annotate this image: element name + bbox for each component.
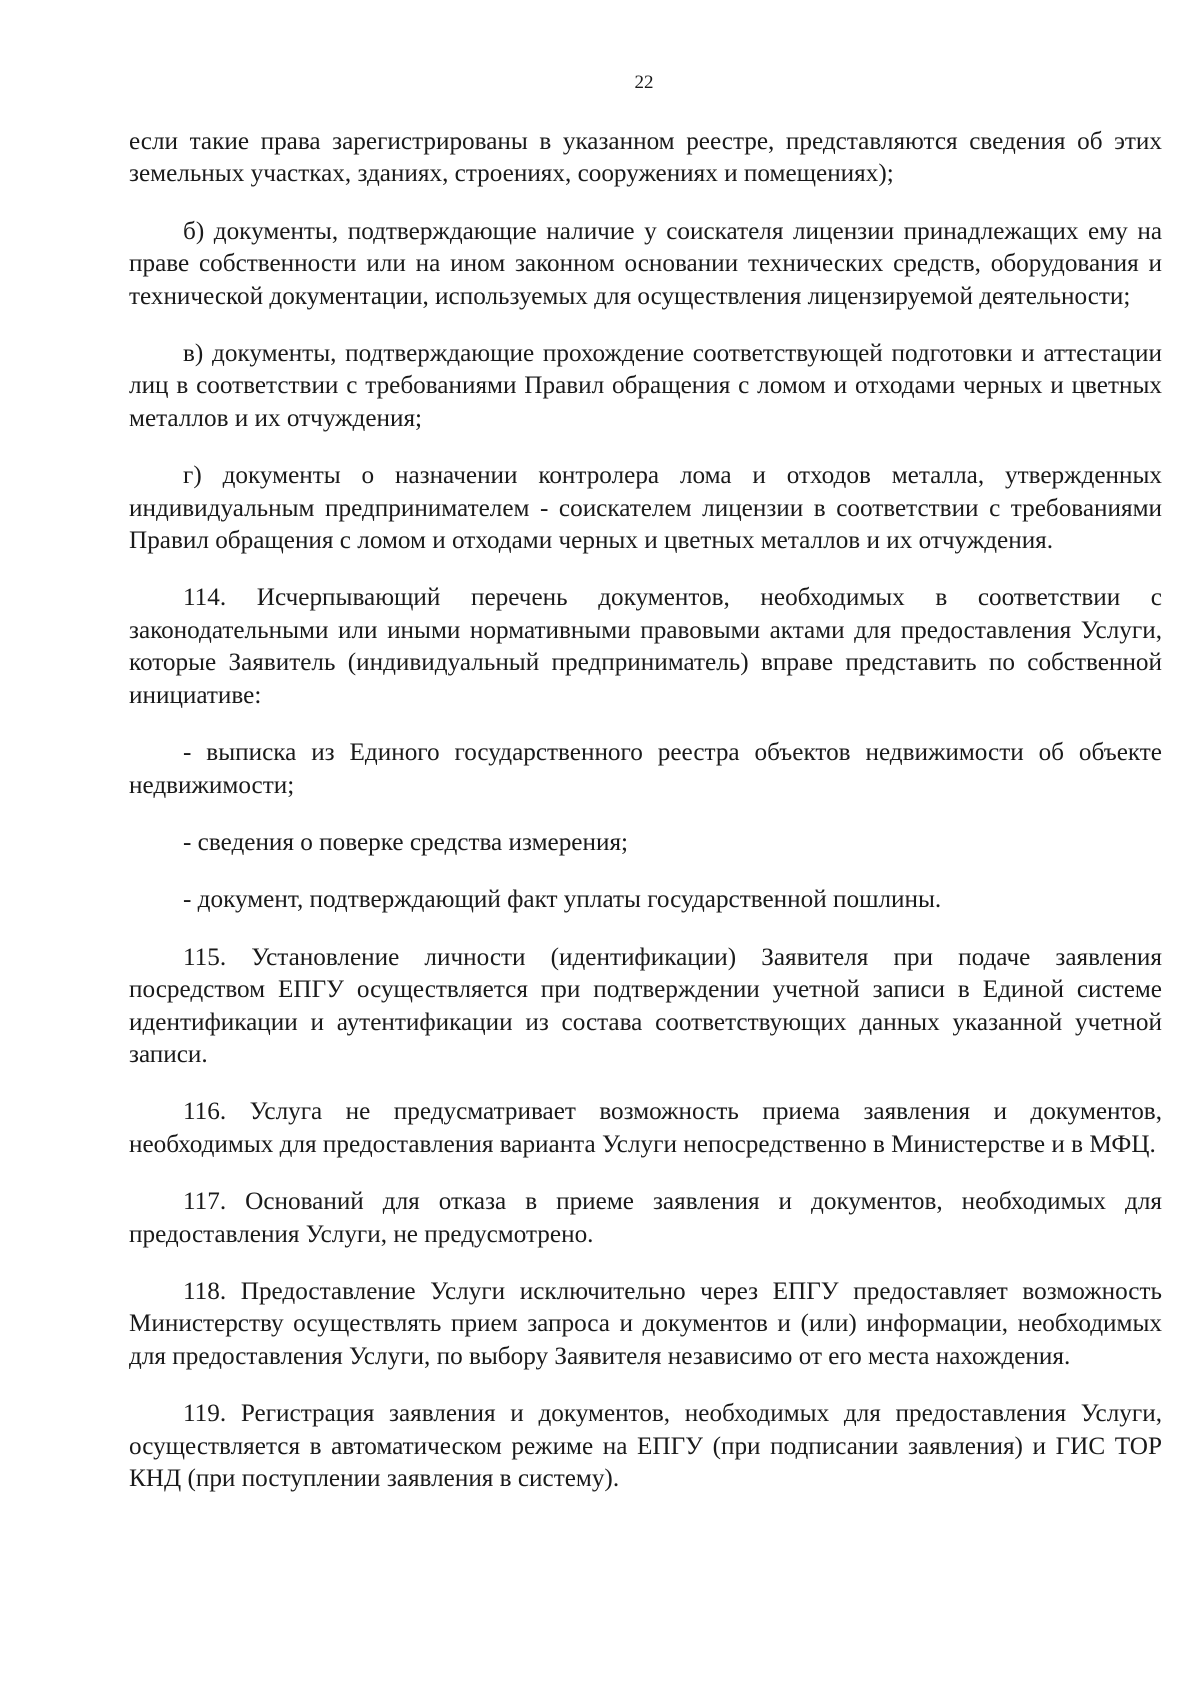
list-item-egrn-extract: - выписка из Единого государственного реестра объектов недвижимости об объекте недвижимости; bbox=[129, 739, 1162, 799]
paragraph-115: 115. Установление личности (идентификации) Заявителя при подаче заявления посредством ЕПГУ осуществляется при подтверждении учетной записи в Единой системе идентификации и аутентификации из состава соответствующих данных указанной учетной записи. bbox=[129, 943, 1162, 1068]
paragraph-116: 116. Услуга не предусматривает возможность приема заявления и документов, необходимых для предоставления варианта Услуги непосредственно в Министерстве и в МФЦ. bbox=[129, 1098, 1162, 1158]
paragraph-114: 114. Исчерпывающий перечень документов, необходимых в соответствии с законодательными или иными нормативными правовыми актами для предоставления Услуги, которые Заявитель (индивидуальный предприниматель) вправе представить по собственной инициативе: bbox=[129, 584, 1162, 709]
paragraph-item-v: в) документы, подтверждающие прохождение соответствующей подготовки и аттестации лиц в соответствии с требованиями Правил обращения с ломом и отходами черных и цветных металлов и их отчуждения; bbox=[129, 340, 1162, 432]
paragraph-119: 119. Регистрация заявления и документов, необходимых для предоставления Услуги, осуществляется в автоматическом режиме на ЕПГУ (при подписании заявления) и ГИС ТОР КНД (при поступлении заявления в систему). bbox=[129, 1400, 1162, 1492]
paragraph-117: 117. Оснований для отказа в приеме заявления и документов, необходимых для предоставления Услуги, не предусмотрено. bbox=[129, 1188, 1162, 1248]
paragraph-continuation: если такие права зарегистрированы в указанном реестре, представляются сведения об этих земельных участках, зданиях, строениях, сооружениях и помещениях); bbox=[129, 128, 1162, 188]
paragraph-118: 118. Предоставление Услуги исключительно через ЕПГУ предоставляет возможность Министерству осуществлять прием запроса и документов и (или) информации, необходимых для предоставления Услуги, по выбору Заявителя независимо от его места нахождения. bbox=[129, 1277, 1162, 1370]
paragraph-item-b: б) документы, подтверждающие наличие у соискателя лицензии принадлежащих ему на праве собственности или на ином законном основании технических средств, оборудования и технической документации, используемых для осуществления лицензируемой деятельности; bbox=[129, 217, 1162, 310]
document-body bbox=[129, 126, 1162, 1520]
list-item-fee-payment: - документ, подтверждающий факт уплаты государственной пошлины. bbox=[183, 886, 942, 914]
paragraph-item-g: г) документы о назначении контролера лома и отходов металла, утвержденных индивидуальным предпринимателем - соискателем лицензии в соответствии с требованиями Правил обращения с ломом и отходами черных и цветных металлов и их отчуждения. bbox=[129, 462, 1162, 555]
page-number: 22 bbox=[634, 72, 654, 93]
list-item-verification-info: - сведения о поверке средства измерения; bbox=[183, 828, 629, 856]
